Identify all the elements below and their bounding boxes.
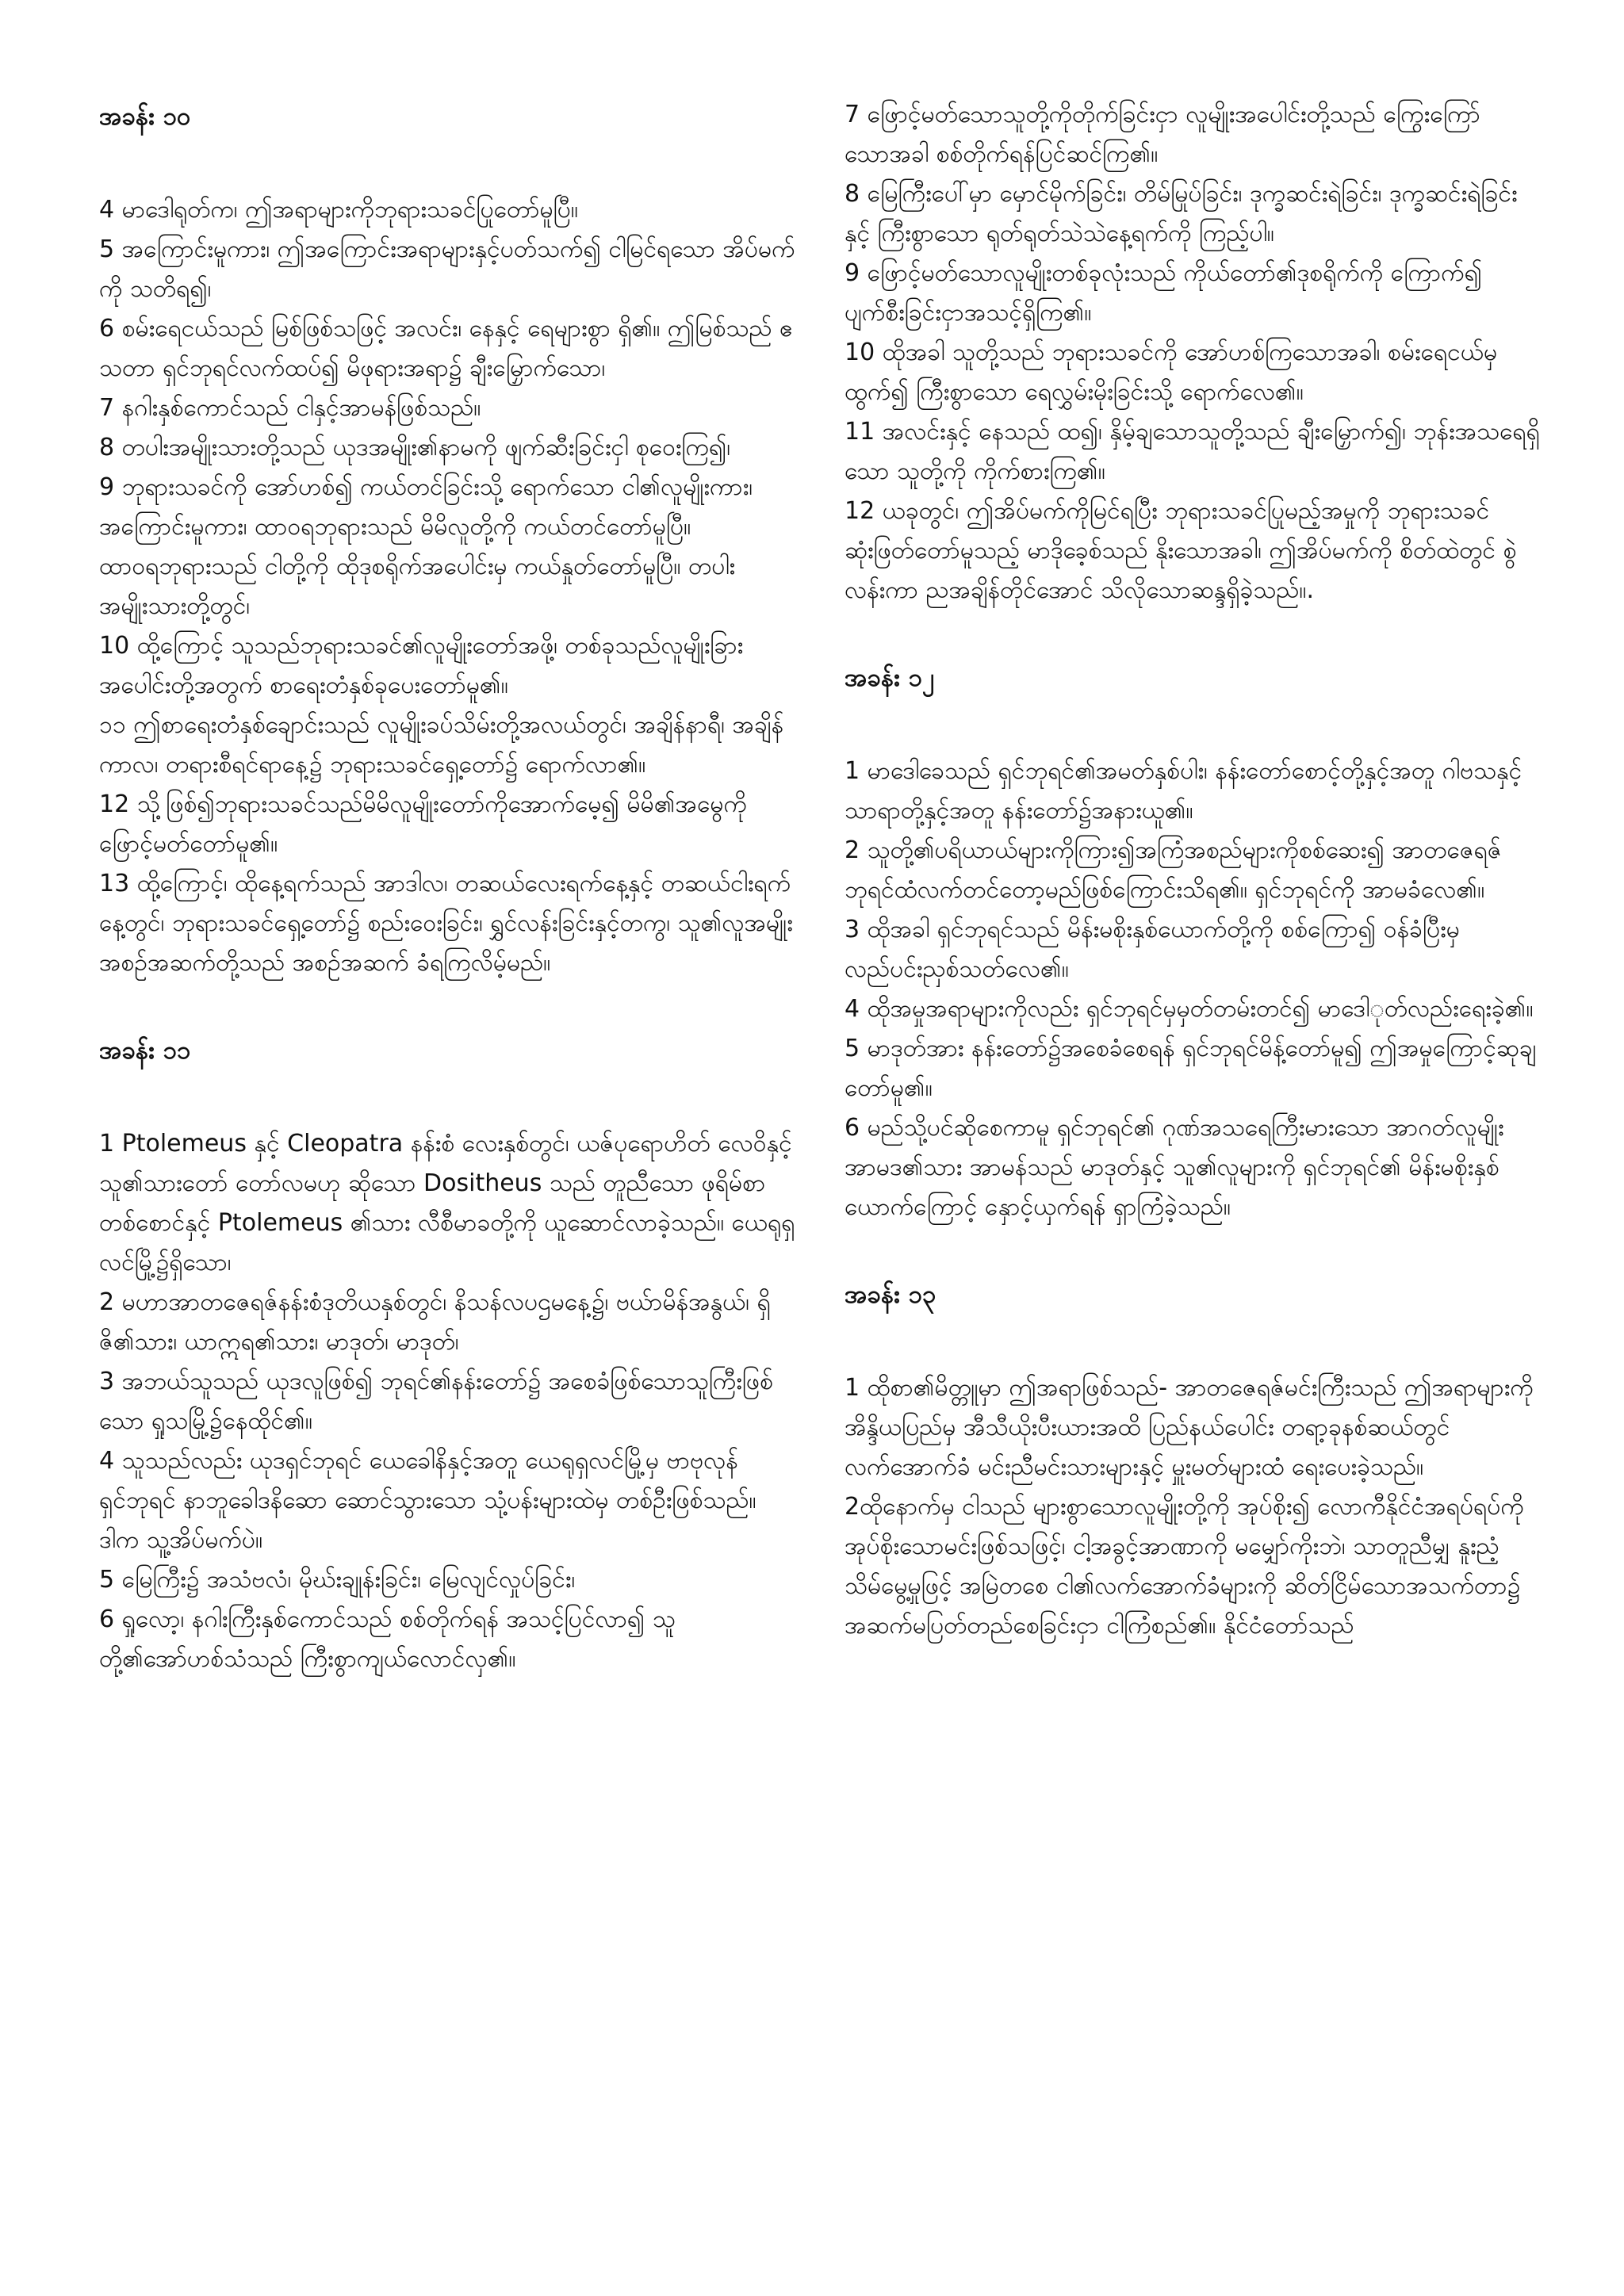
verse: 6 မည်သို့ပင်ဆိုစေကာမူ ရှင်ဘုရင်၏ ဂုဏ်အသရေကြီးမားသော အာဂတ်လူမျိုး အာမဒ၏သား အာမန်သည် မာဒုတ်နှင့် သူ၏လူများကို ရှင်ဘုရင်၏ မိန်းမစိုးနှစ်ယောက်ကြောင့် နှောင့်ယှက်ရန် ရှာကြံခဲ့သည်။ [845,1114,1504,1221]
verse: 11 အလင်းနှင့် နေသည် ထ၍၊ နှိမ့်ချသောသူတို့သည် ချီးမြှောက်၍၊ ဘုန်းအသရေရှိသော သူတို့ကို ကိုက်စားကြ၏။ [845,418,1540,485]
verse: 9 ဖြောင့်မတ်သောလူမျိုးတစ်ခုလုံးသည် ကိုယ်တော်၏ဒုစရိုက်ကို ကြောက်၍ ပျက်စီးခြင်းငှာအသင့်ရှိကြ၏။ [845,259,1483,327]
chapter-heading: အခန်း ၁၀ [99,102,191,131]
verse: 3 အဘယ်သူသည် ယုဒလူဖြစ်၍ ဘုရင်၏နန်းတော်၌ အစေခံဖြစ်သောသူကြီးဖြစ်သော ရှုသမြို့၌နေထိုင်၏။ [99,1368,773,1435]
spacer [99,1072,797,1124]
verse: 1 မာဒေါခေသည် ရှင်ဘုရင်၏အမတ်နှစ်ပါး၊ နန်းတော်စောင့်တို့နှင့်အတူ ဂါဗသနှင့်သာရာတို့နှင့်အတူ နန်းတော်၌အနားယူ၏။ [845,757,1522,825]
verse: 6 ရှုလော့၊ နဂါးကြီးနှစ်ကောင်သည် စစ်တိုက်ရန် အသင့်ပြင်လာ၍ သူတို့၏အော်ဟစ်သံသည် ကြီးစွာကျယ်လောင်လှ၏။ [99,1605,676,1673]
spacer [845,610,1542,656]
verse: 4 သူသည်လည်း ယုဒရှင်ဘုရင် ယေခေါနိနှင့်အတူ ယေရုရှလင်မြို့မှ ဗာဗုလုန်ရှင်ဘုရင် နာဘူခေါဒနိဆော ဆောင်သွားသော သုံ့ပန်းများထဲမှ တစ်ဦးဖြစ်သည်။ ဒါက သူ့အိပ်မက်ပဲ။ [99,1447,756,1554]
spacer [845,1316,1542,1368]
verse: 12 ယခုတွင်၊ ဤအိပ်မက်ကိုမြင်ရပြီး ဘုရားသခင်ပြုမည့်အမှုကို ဘုရားသခင်ဆုံးဖြတ်တော်မူသည့် မာဒိုခေ့စ်သည် နိုးသောအခါ၊ ဤအိပ်မက်ကို စိတ်ထဲတွင် စွဲလန်းကာ ညအချိန်တိုင်အောင် သိလိုသောဆန္ဒရှိခဲ့သည်။. [845,497,1517,604]
chapter-heading: အခန်း ၁၃ [845,1280,936,1309]
verse: 10 ထိုအခါ သူတို့သည် ဘုရားသခင်ကို အော်ဟစ်ကြသောအခါ၊ စမ်းရေငယ်မှထွက်၍ ကြီးစွာသော ရေလွှမ်းမိုးခြင်းသို့ ရောက်လေ၏။ [845,339,1498,406]
verse: 6 စမ်းရေငယ်သည် မြစ်ဖြစ်သဖြင့် အလင်း၊ နေနှင့် ရေများစွာ ရှိ၏။ ဤမြစ်သည် ဧသတာ ရှင်ဘုရင်လက်ထပ်၍ မိဖုရားအရာ၌ ချီးမြှောက်သော၊ [99,315,793,382]
verse: 7 နဂါးနှစ်ကောင်သည် ငါနှင့်အာမန်ဖြစ်သည်။ [99,394,481,422]
verse: 1 ထိုစာ၏မိတ္တူမှာ ဤအရာဖြစ်သည်- အာတဇေရဇ်မင်းကြီးသည် ဤအရာများကို အိန္ဒိယပြည်မှ အီသီယိုးပီးယားအထိ ပြည်နယ်ပေါင်း တရာ့ခုနစ်ဆယ်တွင် လက်အောက်ခံ မင်းညီမင်းသားများနှင့် မှူးမတ်များထံ ရေးပေးခဲ့သည်။ [845,1374,1534,1481]
verse: 3 ထိုအခါ ရှင်ဘုရင်သည် မိန်းမစိုးနှစ်ယောက်တို့ကို စစ်ကြော၍ ဝန်ခံပြီးမှ လည်ပင်းညှစ်သတ်လေ၏။ [845,916,1460,983]
chapter-heading: အခန်း ၁၁ [99,1036,191,1065]
verse: 10 ထို့ကြောင့် သူသည်ဘုရားသခင်၏လူမျိုးတော်အဖို့၊ တစ်ခုသည်လူမျိုးခြားအပေါင်းတို့အတွက် စာရေးတံနှစ်ခုပေးတော်မူ၏။ [99,632,744,699]
verse: 12 သို့ဖြစ်၍ဘုရားသခင်သည်မိမိလူမျိုးတော်ကိုအောက်မေ့၍ မိမိ၏အမွေကိုဖြောင့်မတ်တော်မူ၏။ [99,790,747,858]
verse: 4 ထိုအမှုအရာများကိုလည်း ရှင်ဘုရင်မှမှတ်တမ်းတင်၍ မာဒေါုတ်လည်းရေးခဲ့၏။ [845,995,1534,1023]
verse: 5 မာဒုတ်အား နန်းတော်၌အစေခံစေရန် ရှင်ဘုရင်မိန့်တော်မူ၍ ဤအမှုကြောင့်ဆုချတော်မူ၏။ [845,1035,1537,1102]
spacer [99,983,797,1029]
verse: ၁၁ ဤစာရေးတံနှစ်ချောင်းသည် လူမျိုးခပ်သိမ်းတို့အလယ်တွင်၊ အချိန်နာရီ၊ အချိန်ကာလ၊ တရားစီရင်ရာနေ့၌ ဘုရားသခင်ရှေ့တော်၌ ရောက်လာ၏။ [99,711,784,779]
verse: 1 Ptolemeus နှင့် Cleopatra နန်းစံ လေးနှစ်တွင်၊ ယဇ်ပုရောဟိတ် လေဝိနှင့် သူ၏သားတော် တော်လမဟု ဆိုသော Dositheus သည် တူညီသော ဖုရိမ်စာတစ်စောင်နှင့် Ptolemeus ၏သား လီစီမာခတို့ကို ယူဆောင်လာခဲ့သည်။ ယေရုရှလင်မြို့၌ရှိသော၊ [99,1130,795,1276]
verse: 2ထိုနောက်မှ ငါသည် များစွာသောလူမျိုးတို့ကို အုပ်စိုး၍ လောကီနိုင်ငံအရပ်ရပ်ကို အုပ်စိုးသောမင်းဖြစ်သဖြင့်၊ ငါ့အခွင့်အာဏာကို မမျှော်ကိုးဘဲ၊ သာတူညီမျှ နူးညံ့သိမ်မွေ့မှုဖြင့် အမြဲတစေ ငါ၏လက်အောက်ခံများကို ဆိတ်ငြိမ်သောအသက်တာ၌ အဆက်မပြတ်တည်စေခြင်းငှာ ငါကြံစည်၏။ နိုင်ငံတော်သည် [845,1493,1524,1640]
verse: 13 ထို့ကြောင့်၊ ထိုနေ့ရက်သည် အာဒါလ၊ တဆယ်လေးရက်နေ့နှင့် တဆယ်ငါးရက်နေ့တွင်၊ ဘုရားသခင်ရှေ့တော်၌ စည်းဝေးခြင်း၊ ရွှင်လန်းခြင်းနှင့်တကွ၊ သူ၏လူအမျိုးအစဉ်အဆက်တို့သည် အစဉ်အဆက် ခံရကြလိမ့်မည်။ [99,870,793,977]
verse: 5 အကြောင်းမူကား၊ ဤအကြောင်းအရာများနှင့်ပတ်သက်၍ ငါမြင်ရသော အိပ်မက်ကို သတိရ၍၊ [99,235,795,303]
verse: 8 မြေကြီးပေါ်မှာ မှောင်မိုက်ခြင်း၊ တိမ်မြုပ်ခြင်း၊ ဒုက္ခဆင်းရဲခြင်း၊ ဒုက္ခဆင်းရဲခြင်းနှင့် ကြီးစွာသော ရုတ်ရုတ်သဲသဲနေ့ရက်ကို ကြည့်ပါ။ [845,180,1518,247]
spacer [845,1227,1542,1273]
verse: 5 မြေကြီး၌ အသံဗလံ၊ မိုဃ်းချုန်းခြင်း၊ မြေလျင်လှုပ်ခြင်း၊ [99,1566,576,1594]
verse: 2 သူတို့၏ပရိယာယ်များကိုကြား၍အကြံအစည်များကိုစစ်ဆေး၍ အာတဇေရဇ်ဘုရင်ထံလက်တင်တော့မည်ဖြစ်ကြောင်းသိရ၏။ ရှင်ဘုရင်ကို အာမခံလေ၏။ [845,836,1502,904]
verse: 4 မာဒေါရုတ်က၊ ဤအရာများကိုဘုရားသခင်ပြုတော်မူပြီ။ [99,196,578,224]
right-column [845,95,1542,1646]
spacer [99,138,797,190]
left-column [99,95,797,1679]
verse: 7 ဖြောင့်မတ်သောသူတို့ကိုတိုက်ခြင်းငှာ လူမျိုးအပေါင်းတို့သည် ကြွေးကြော်သောအခါ စစ်တိုက်ရန်ပြင်ဆင်ကြ၏။ [845,101,1480,168]
chapter-heading: အခန်း ၁၂ [845,664,935,692]
verse: 9 ဘုရားသခင်ကို အော်ဟစ်၍ ကယ်တင်ခြင်းသို့ ရောက်သော ငါ၏လူမျိုးကား၊ အကြောင်းမူကား၊ ထာဝရဘုရားသည် မိမိလူတို့ကို ကယ်တင်တော်မူပြီ။ ထာဝရဘုရားသည် ငါတို့ကို ထိုဒုစရိုက်အပေါင်းမှ ကယ်နှုတ်တော်မူပြီ။ တပါးအမျိုးသားတို့တွင်၊ [99,473,753,620]
spacer [845,699,1542,752]
verse: 8 တပါးအမျိုးသားတို့သည် ယုဒအမျိုး၏နာမကို ဖျက်ဆီးခြင်းငှါ စုဝေးကြ၍၊ [99,434,731,461]
verse: 2 မဟာအာတဇေရဇ်နန်းစံဒုတိယနှစ်တွင်၊ နိသန်လပဌမနေ့၌၊ ဗယ်ာမိန်အနွယ်၊ ရှိဇိ၏သား၊ ယာဣရ၏သား၊ မာဒုတ်၊ မာဒုတ်၊ [99,1288,771,1356]
